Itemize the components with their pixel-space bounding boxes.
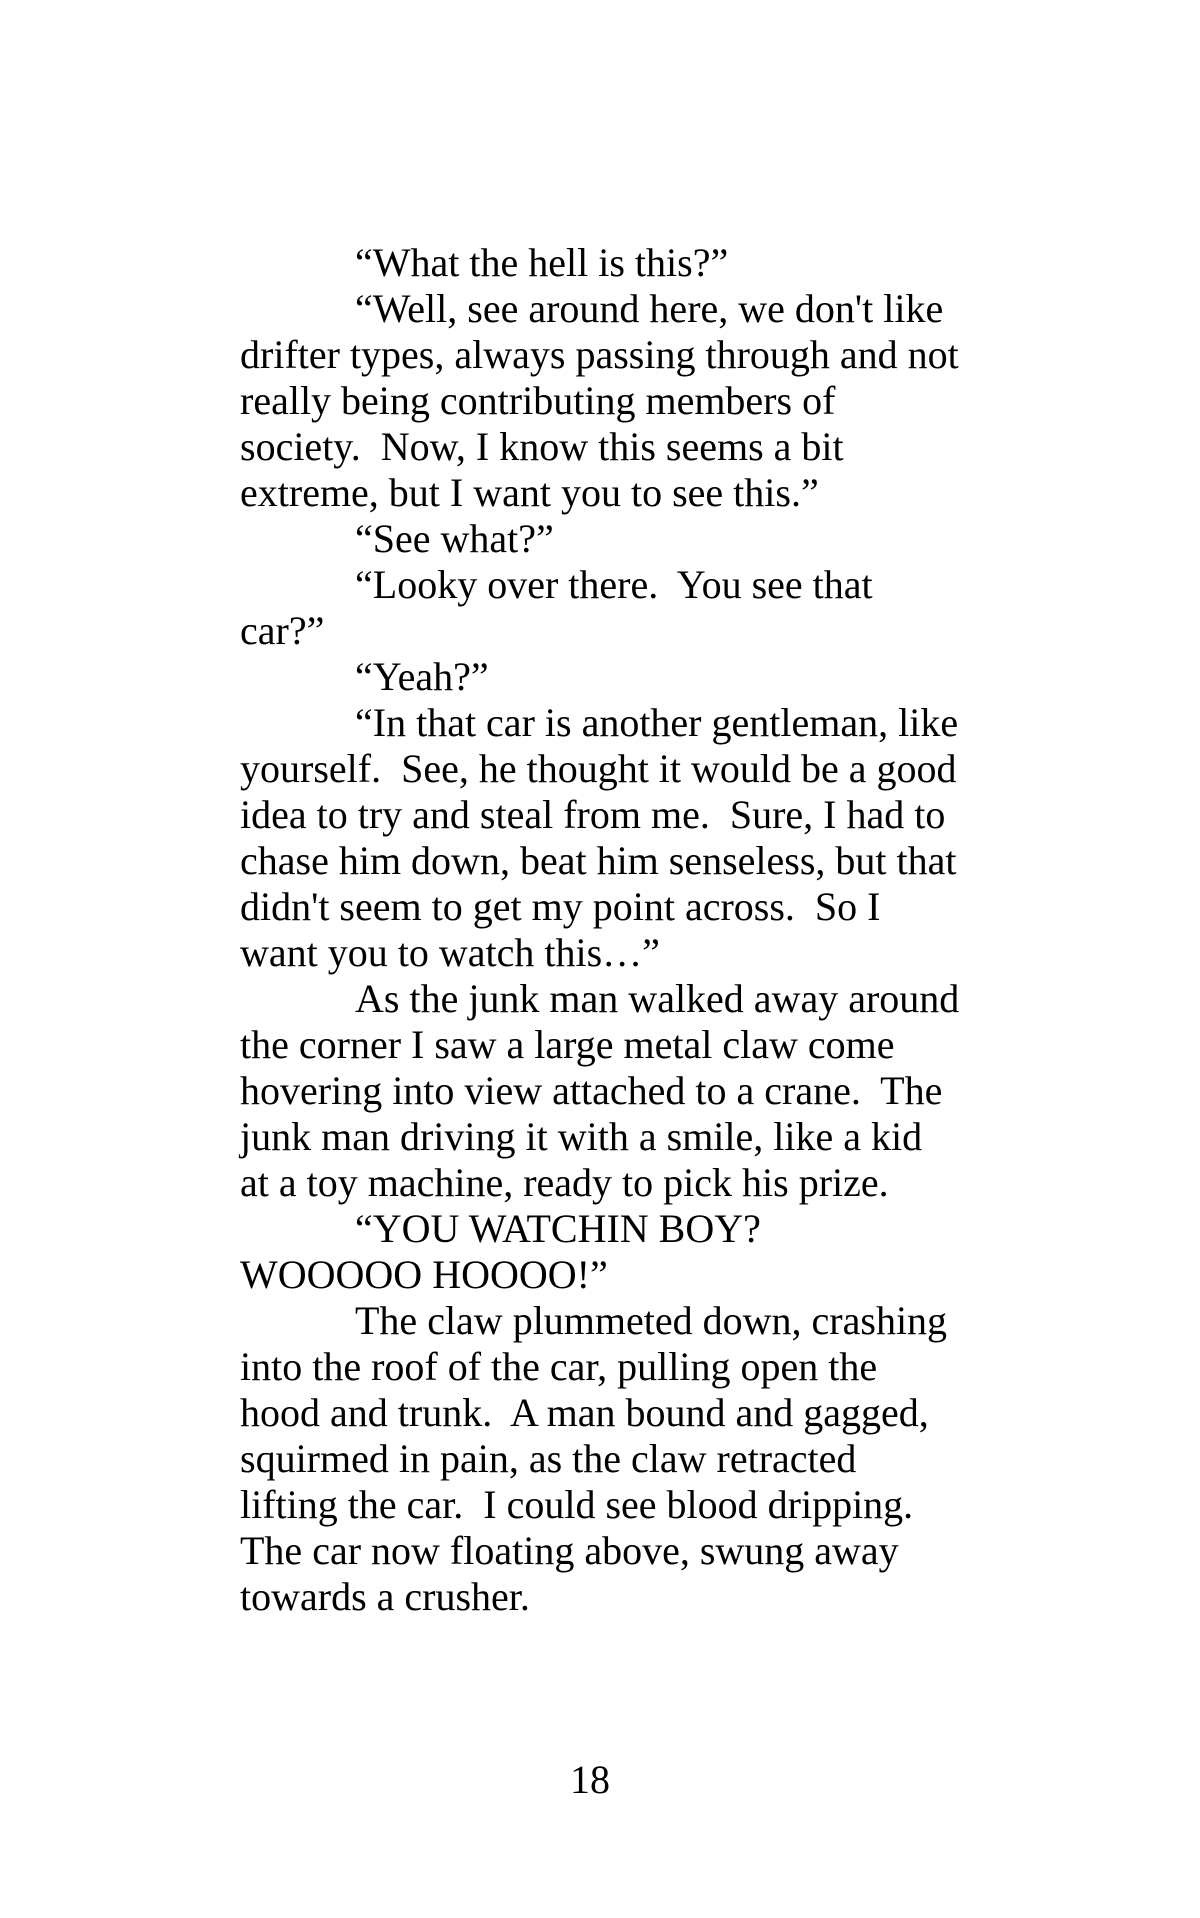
text-line: car?” — [240, 608, 325, 653]
text-line: “See what?” — [355, 516, 554, 561]
text-line: extreme, but I want you to see this.” — [240, 470, 819, 515]
text-line: chase him down, beat him senseless, but that — [240, 838, 957, 883]
text-line: hood and trunk. A man bound and gagged, — [240, 1390, 929, 1435]
text-line: “Yeah?” — [355, 654, 489, 699]
text-line: “In that car is another gentleman, like — [355, 700, 959, 745]
body-text — [240, 240, 980, 1620]
text-line: idea to try and steal from me. Sure, I had to — [240, 792, 946, 837]
text-line: “Well, see around here, we don't like — [355, 286, 944, 331]
text-line: want you to watch this…” — [240, 930, 660, 975]
text-line: really being contributing members of — [240, 378, 836, 423]
text-line: the corner I saw a large metal claw come — [240, 1022, 895, 1067]
text-line: WOOOOO HOOOO!” — [240, 1252, 608, 1297]
text-line: “YOU WATCHIN BOY? — [355, 1206, 761, 1251]
text-line: drifter types, always passing through and not — [240, 332, 959, 377]
text-line: junk man driving it with a smile, like a kid — [240, 1114, 923, 1159]
text-line: hovering into view attached to a crane. The — [240, 1068, 943, 1113]
text-line: “What the hell is this?” — [355, 240, 729, 285]
text-line: didn't seem to get my point across. So I — [240, 884, 881, 929]
text-line: towards a crusher. — [240, 1574, 530, 1619]
text-line: The claw plummeted down, crashing — [355, 1298, 948, 1343]
text-line: yourself. See, he thought it would be a good — [240, 746, 957, 791]
text-line: into the roof of the car, pulling open the — [240, 1344, 878, 1389]
text-line: The car now floating above, swung away — [240, 1528, 899, 1573]
page-number: 18 — [570, 1757, 610, 1802]
text-line: squirmed in pain, as the claw retracted — [240, 1436, 857, 1481]
text-line: at a toy machine, ready to pick his prize. — [240, 1160, 889, 1205]
text-line: society. Now, I know this seems a bit — [240, 424, 844, 469]
text-line: lifting the car. I could see blood dripping. — [240, 1482, 914, 1527]
text-line: “Looky over there. You see that — [355, 562, 873, 607]
text-line: As the junk man walked away around — [355, 976, 960, 1021]
